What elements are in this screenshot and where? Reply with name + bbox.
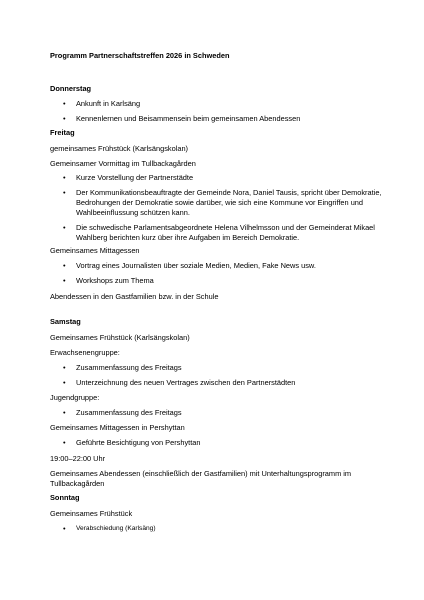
bullet: • xyxy=(63,276,66,285)
bullet: • xyxy=(63,524,66,533)
bullet: • xyxy=(63,378,66,387)
bullet: • xyxy=(63,188,66,197)
list-item: Geführte Besichtigung von Pershyttan xyxy=(76,438,201,447)
list-item: Kennenlernen und Beisammensein beim gemeinsamen Abendessen xyxy=(76,114,301,123)
time-label: 19:00–22:00 Uhr xyxy=(50,454,106,463)
list-item: Zusammenfassung des Freitags xyxy=(76,363,182,372)
list-item: Kurze Vorstellung der Partnerstädte xyxy=(76,173,194,182)
bullet: • xyxy=(63,223,66,232)
list-item: Der Kommunikationsbeauftragte der Gemeinde Nora, Daniel Tausis, spricht über Demokratie, Bedrohungen der Demokratie sowie darüber, wie sich eine Kommune vor Eingriffen und Wahlbeeinflussung schützen kann. xyxy=(76,188,382,217)
heading-freitag: Freitag xyxy=(50,128,75,137)
list-item: Vortrag eines Journalisten über soziale Medien, Medien, Fake News usw. xyxy=(76,261,316,270)
paragraph: Gemeinsames Abendessen (einschließlich der Gastfamilien) mit Unterhaltungsprogramm im Tullbackagården xyxy=(50,469,352,488)
list-item: Die schwedische Parlamentsabgeordnete Helena Vilhelmsson und der Gemeinderat Mikael Wahlberg berichten kurz über ihre Aufgaben im Bereich Demokratie. xyxy=(76,223,375,242)
paragraph: Jugendgruppe: xyxy=(50,393,100,402)
bullet: • xyxy=(63,173,66,182)
paragraph: Gemeinsames Mittagessen xyxy=(50,246,140,255)
paragraph: Gemeinsamer Vormittag im Tullbackagården xyxy=(50,159,196,168)
bullet: • xyxy=(63,438,66,447)
paragraph: Gemeinsames Frühstück xyxy=(50,509,133,518)
document-title: Programm Partnerschaftstreffen 2026 in Schweden xyxy=(50,51,230,60)
heading-samstag: Samstag xyxy=(50,317,81,326)
list-item: Workshops zum Thema xyxy=(76,276,154,285)
bullet: • xyxy=(63,114,66,123)
bullet: • xyxy=(63,99,66,108)
bullet: • xyxy=(63,363,66,372)
paragraph: Gemeinsames Mittagessen in Pershyttan xyxy=(50,423,185,432)
heading-donnerstag: Donnerstag xyxy=(50,84,92,93)
list-item: Ankunft in Karlsäng xyxy=(76,99,141,108)
paragraph: Abendessen in den Gastfamilien bzw. in der Schule xyxy=(50,292,219,301)
paragraph: gemeinsames Frühstück (Karlsängskolan) xyxy=(50,144,189,153)
bullet: • xyxy=(63,261,66,270)
paragraph: Gemeinsames Frühstück (Karlsängskolan) xyxy=(50,333,190,342)
bullet: • xyxy=(63,408,66,417)
list-item: Unterzeichnung des neuen Vertrages zwischen den Partnerstädten xyxy=(76,378,296,387)
heading-sonntag: Sonntag xyxy=(50,493,80,502)
paragraph: Erwachsenengruppe: xyxy=(50,348,120,357)
list-item: Verabschiedung (Karlsäng) xyxy=(76,525,156,532)
list-item: Zusammenfassung des Freitags xyxy=(76,408,182,417)
